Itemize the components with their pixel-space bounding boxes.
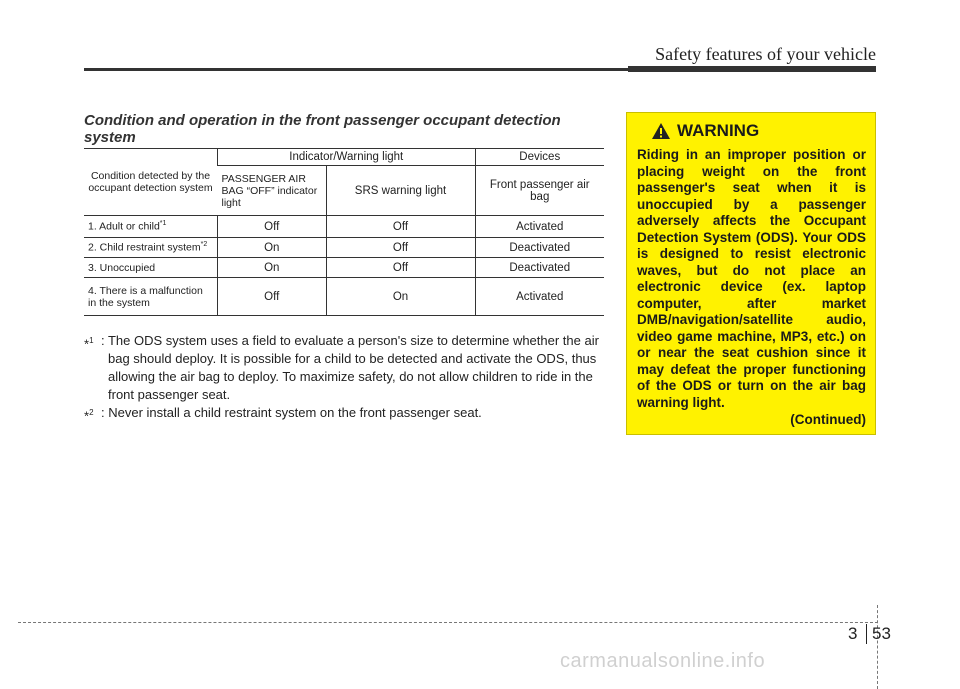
warning-continued: (Continued) bbox=[790, 412, 866, 427]
row-passenger: On bbox=[218, 258, 327, 278]
row-condition: 1. Adult or child$^{*1}$ bbox=[84, 216, 218, 238]
header-rule-accent bbox=[628, 66, 876, 72]
footer-vertical-rule bbox=[877, 605, 878, 689]
header-front-airbag: Front passenger air bag bbox=[475, 166, 604, 216]
header-devices: Devices bbox=[475, 149, 604, 166]
footnote-text: : Never install a child restraint system on the front passenger seat. bbox=[101, 405, 482, 420]
footnote-mark: *$^2$ bbox=[84, 408, 94, 424]
row-device: Activated bbox=[475, 278, 604, 316]
ods-table bbox=[84, 148, 604, 316]
page-number-divider bbox=[866, 624, 867, 644]
table-header-row bbox=[84, 149, 604, 166]
warning-title: WARNING bbox=[677, 121, 760, 140]
row-srs: Off bbox=[326, 216, 475, 238]
row-srs: On bbox=[326, 278, 475, 316]
header-passenger-indicator: PASSENGER AIR BAG “OFF” indicator light bbox=[218, 166, 327, 216]
row-passenger: On bbox=[218, 238, 327, 258]
footnote-mark: *$^1$ bbox=[84, 336, 94, 352]
warning-triangle-icon bbox=[651, 122, 671, 140]
table-row bbox=[84, 238, 604, 258]
warning-header bbox=[651, 121, 866, 141]
row-condition: 4. There is a malfunction in the system bbox=[84, 278, 218, 316]
footnote-1 bbox=[84, 332, 604, 404]
footnote-text: : The ODS system uses a field to evaluate a person's size to determine whether the air bag should deploy. It is possible for a child to be detected and activate the ODS, thus allowing the air bag to deploy. To maximize safety, do not allow children to ride in the front passenger seat. bbox=[101, 333, 599, 402]
row-condition: 2. Child restraint system$^{*2}$ bbox=[84, 238, 218, 258]
row-device: Deactivated bbox=[475, 238, 604, 258]
watermark: carmanualsonline.info bbox=[560, 650, 766, 672]
row-srs: Off bbox=[326, 258, 475, 278]
row-condition: 3. Unoccupied bbox=[84, 258, 218, 278]
row-device: Activated bbox=[475, 216, 604, 238]
header-title: Safety features of your vehicle bbox=[655, 44, 876, 64]
row-passenger: Off bbox=[218, 278, 327, 316]
header-indicator-group: Indicator/Warning light bbox=[218, 149, 476, 166]
section-title: Condition and operation in the front passenger occupant detection system bbox=[84, 112, 561, 146]
row-device: Deactivated bbox=[475, 258, 604, 278]
table-row bbox=[84, 258, 604, 278]
page-number: 53 bbox=[872, 624, 891, 643]
footer-rule bbox=[18, 622, 878, 623]
row-srs: Off bbox=[326, 238, 475, 258]
table-row bbox=[84, 216, 604, 238]
header-condition: Condition detected by the occupant detection system bbox=[84, 149, 218, 216]
warning-body: Riding in an improper position or placing weight on the front passenger's seat when it is unoccupied by a passenger adversely affects the Occupant Detection System (ODS). Your ODS is designed to resist electronic waves, but do not place an electronic device (ex. laptop computer, after market DMB/navigation/satellite audio, video game machine, MP3, etc.) on or near the seat cushion since it may defeat the proper functioning of the ODS or turn on the air bag warning light. bbox=[637, 147, 866, 410]
warning-box bbox=[626, 112, 876, 435]
chapter-number: 3 bbox=[848, 624, 858, 643]
row-passenger: Off bbox=[218, 216, 327, 238]
header-srs-light: SRS warning light bbox=[326, 166, 475, 216]
table-row bbox=[84, 278, 604, 316]
footnote-2 bbox=[84, 404, 604, 422]
